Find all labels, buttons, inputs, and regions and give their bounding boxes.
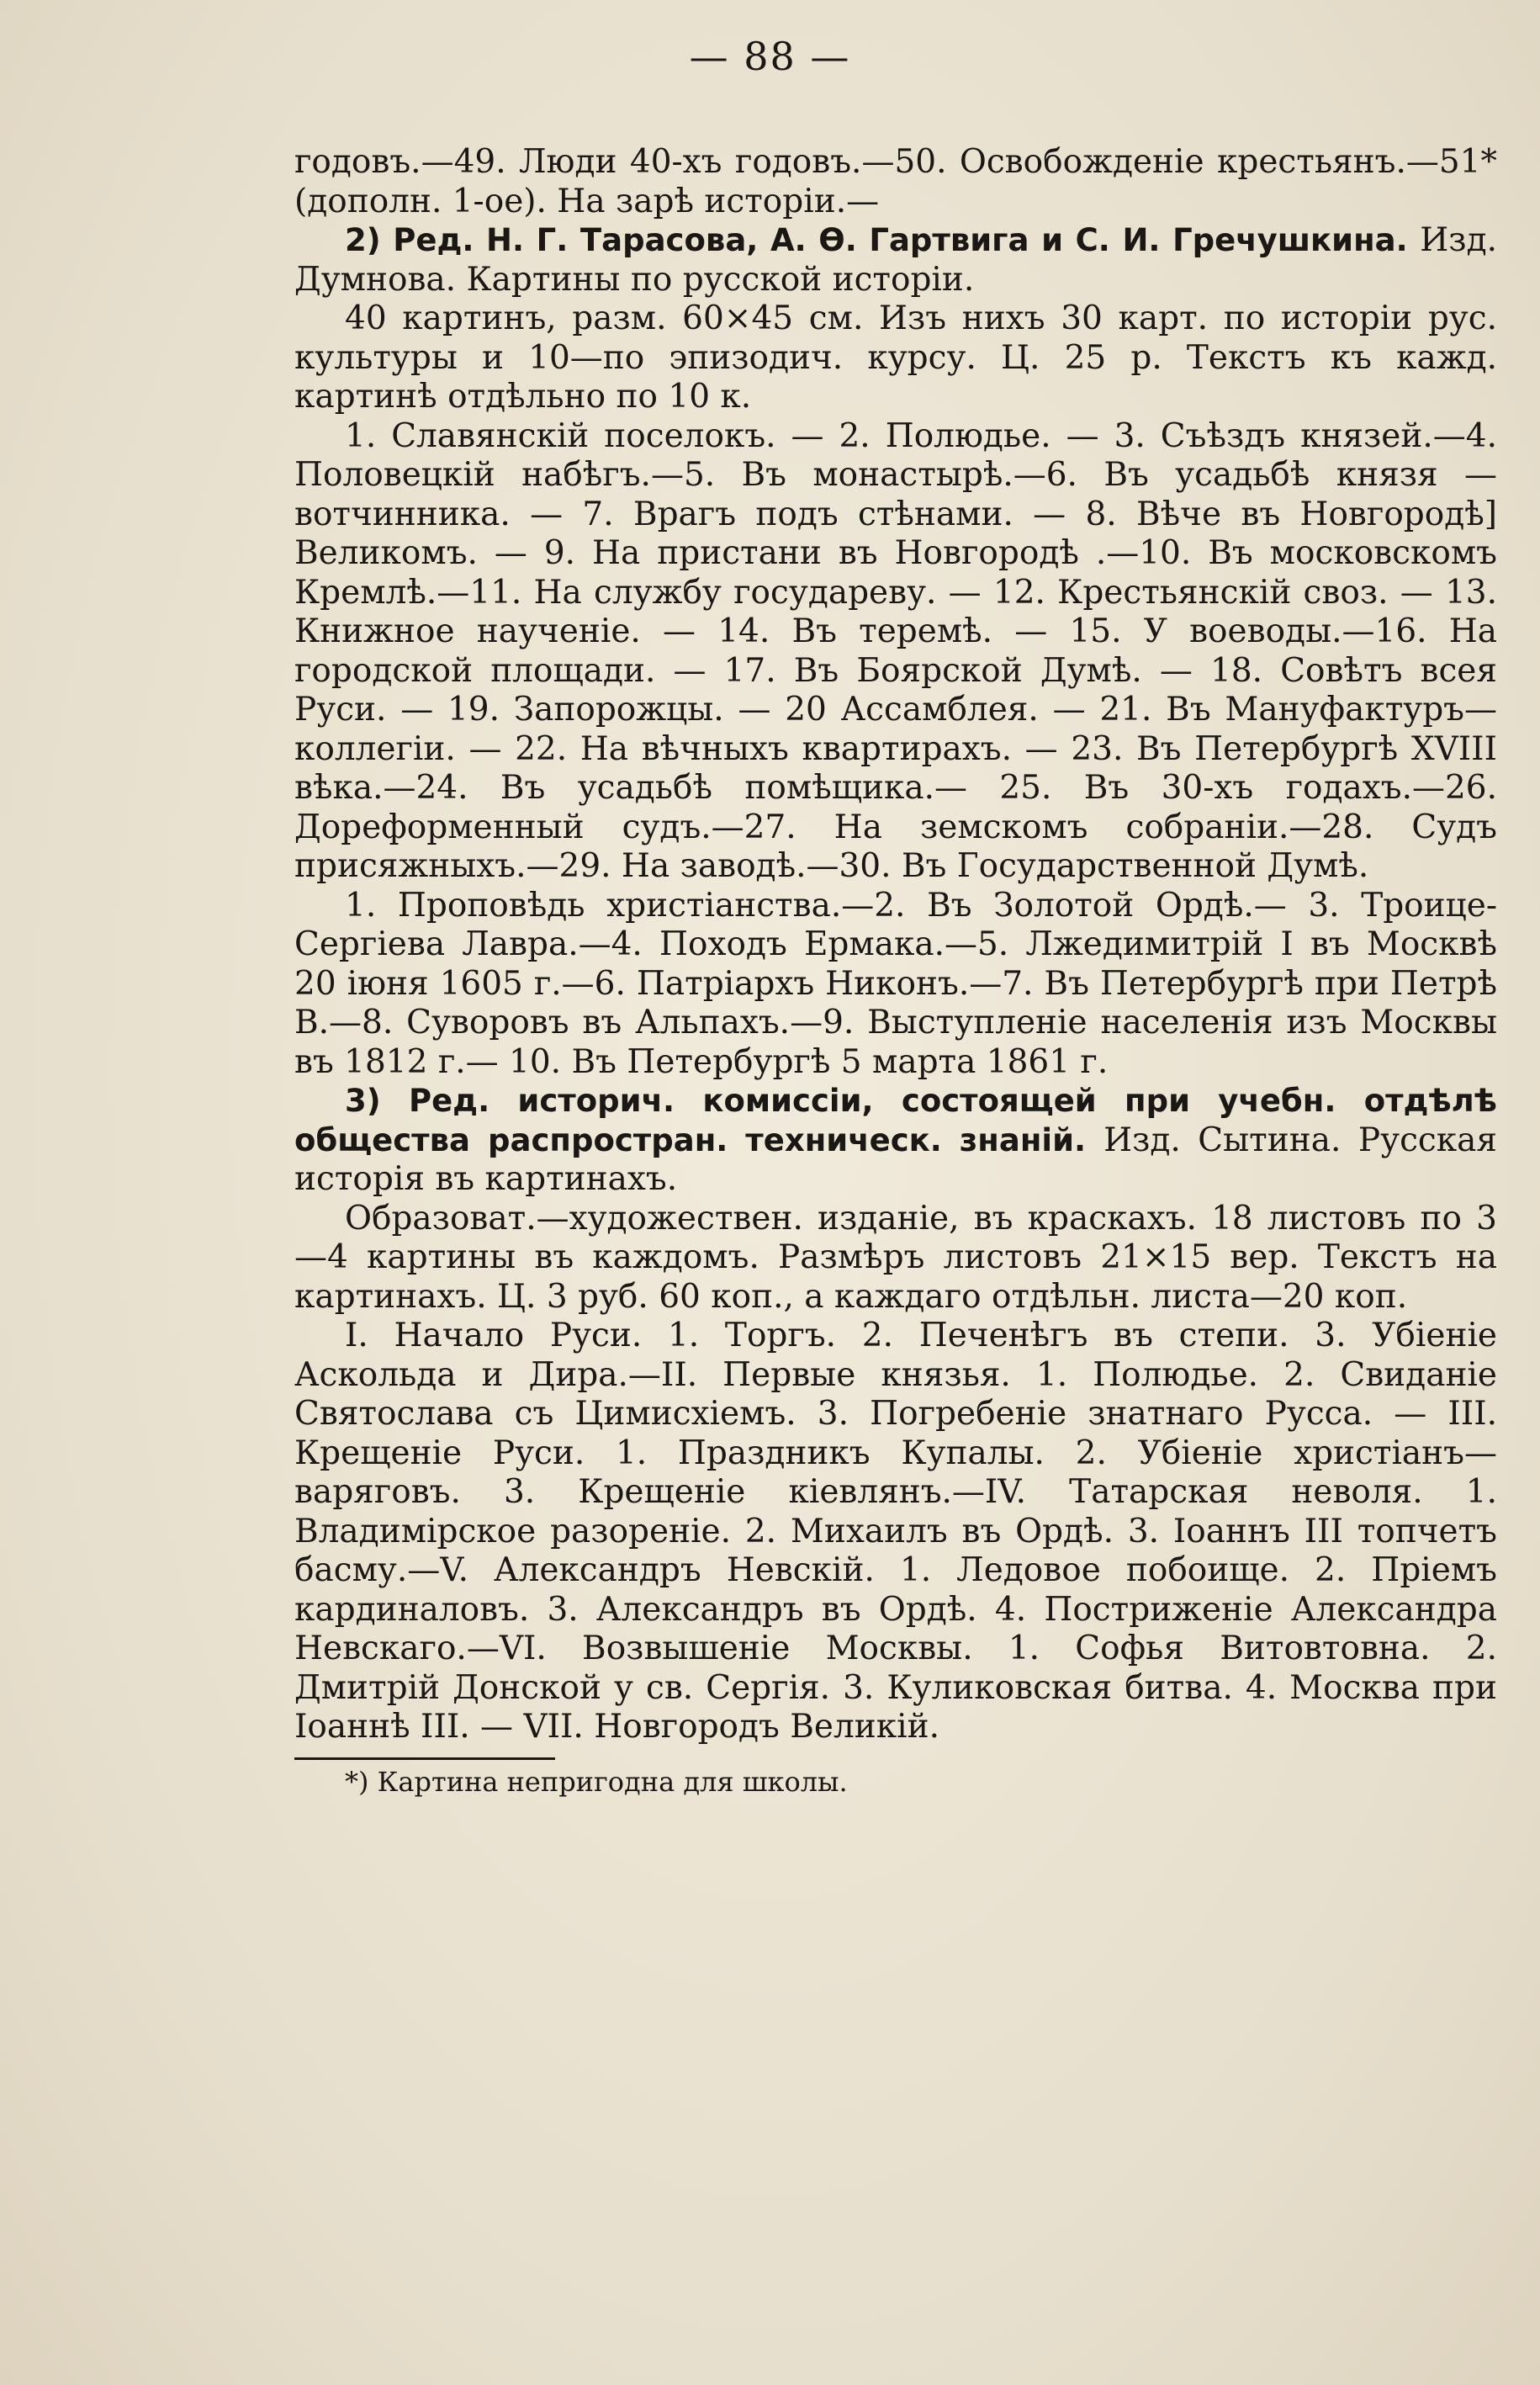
paragraph-description-1: 40 картинъ, разм. 60×45 см. Изъ нихъ 30 карт. по исторіи рус. культуры и 10—по эпизодич. курсу. Ц. 25 р. Текстъ къ кажд. картинѣ отдѣльно по 10 к. — [294, 299, 1497, 416]
footnote: *) Картина непригодна для школы. — [345, 1765, 848, 1798]
section-heading-2-title: 2) Ред. Н. Г. Тарасова, А. Ѳ. Гартвига и С. И. Гречушкина. — [345, 222, 1408, 258]
body-text — [294, 143, 1497, 1799]
section-heading-3-title: 3) Ред. историч. комиссіи, состоящей при учебн. отдѣлѣ общества распростран. техническ. знаній. — [294, 1083, 1497, 1158]
section-heading-3-publisher: Изд. Сытина. Русская исторія въ картинахъ. — [294, 1121, 1497, 1198]
footnote-rule — [294, 1757, 555, 1760]
section-heading-3 — [294, 1082, 1497, 1200]
paragraph-list-episodic: 1. Проповѣдь христіанства.—2. Въ Золотой Ордѣ.— 3. Троице-Сергіева Лавра.—4. Походъ Ермака.—5. Лжедимитрій I въ Москвѣ 20 іюня 1605 г.—6. Патріархъ Никонъ.—7. Въ Петербургѣ при Петрѣ В.—8. Суворовъ въ Альпахъ.—9. Выступленіе населенія изъ Москвы въ 1812 г.— 10. Въ Петербургѣ 5 марта 1861 г. — [294, 886, 1497, 1081]
paragraph-list-culture: 1. Славянскій поселокъ. — 2. Полюдье. — 3. Съѣздъ князей.—4. Половецкій набѣгъ.—5. Въ монастырѣ.—6. Въ усадьбѣ князя —вотчинника. — 7. Врагъ подъ стѣнами. — 8. Вѣче въ Новгородѣ] Великомъ. — 9. На пристани въ Новгородѣ .—10. Въ московскомъ Кремлѣ.—11. На службу государеву. — 12. Крестьянскій своз. — 13. Книжное наученіе. — 14. Въ теремѣ. — 15. У воеводы.—16. На городской площади. — 17. Въ Боярской Думѣ. — 18. Совѣтъ всея Руси. — 19. Запорожцы. — 20 Ассамблея. — 21. Въ Мануфактуръ—коллегіи. — 22. На вѣчныхъ квартирахъ. — 23. Въ Петербургѣ XVIII вѣка.—24. Въ усадьбѣ помѣщика.— 25. Въ 30-хъ годахъ.—26. Дореформенный судъ.—27. На земскомъ собраніи.—28. Судъ присяжныхъ.—29. На заводѣ.—30. Въ Государственной Думѣ. — [294, 416, 1497, 885]
paragraph-continuation: годовъ.—49. Люди 40-хъ годовъ.—50. Освобожденіе крестьянъ.—51* (дополн. 1-ое). На зарѣ исторіи.— — [294, 143, 1497, 220]
page-number: — 88 — — [689, 34, 851, 79]
section-heading-2 — [294, 221, 1497, 299]
section-heading-2-publisher: Изд. Думнова. Картины по русской исторіи. — [294, 221, 1497, 299]
paragraph-description-2: Образоват.—художествен. изданіе, въ краскахъ. 18 листовъ по 3—4 картины въ каждомъ. Размѣръ листовъ 21×15 вер. Текстъ на картинахъ. Ц. 3 руб. 60 коп., а каждаго отдѣльн. листа—20 коп. — [294, 1199, 1497, 1316]
paragraph-list-sytin: I. Начало Руси. 1. Торгъ. 2. Печенѣгъ въ степи. 3. Убіеніе Аскольда и Дира.—II. Первые князья. 1. Полюдье. 2. Свиданіе Святослава съ Цимисхіемъ. 3. Погребеніе знатнаго Русса. — III. Крещеніе Руси. 1. Праздникъ Купалы. 2. Убіеніе христіанъ—варяговъ. 3. Крещеніе кіевлянъ.—IV. Татарская неволя. 1. Владимірское разореніе. 2. Михаилъ въ Ордѣ. 3. Іоаннъ III топчетъ басму.—V. Александръ Невскій. 1. Ледовое побоище. 2. Пріемъ кардиналовъ. 3. Александръ въ Ордѣ. 4. Постриженіе Александра Невскаго.—VI. Возвышеніе Москвы. 1. Софья Витовтовна. 2. Дмитрій Донской у св. Сергія. 3. Куликовская битва. 4. Москва при Іоаннѣ III. — VII. Новгородъ Великій. — [294, 1317, 1497, 1746]
